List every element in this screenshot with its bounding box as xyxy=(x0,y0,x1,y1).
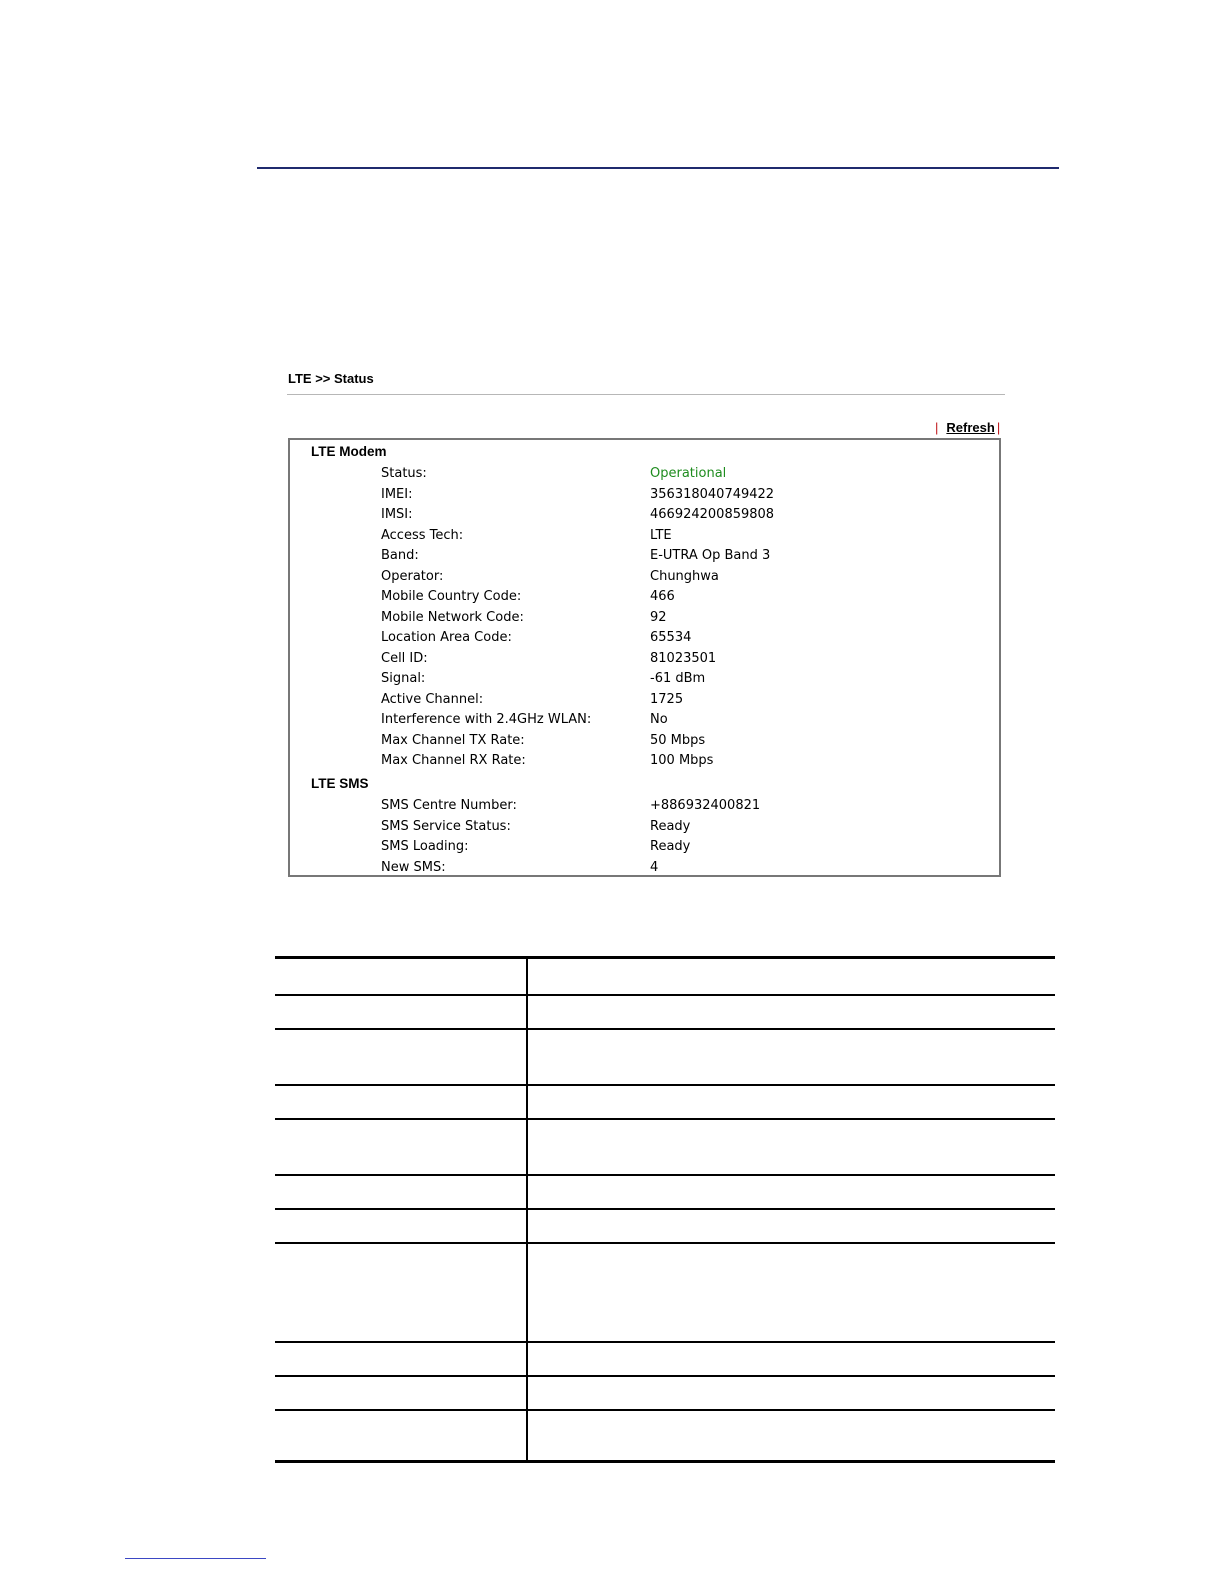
table-cell xyxy=(527,958,1055,995)
row-value: 466 xyxy=(650,589,675,604)
table-row xyxy=(275,995,1055,1029)
table-row xyxy=(275,1175,1055,1209)
table-row xyxy=(275,1085,1055,1119)
table-cell xyxy=(275,1243,527,1342)
row-value: Ready xyxy=(650,839,691,854)
table-cell xyxy=(527,1119,1055,1175)
refresh-separator-left: | xyxy=(935,420,939,435)
row-label: Band: xyxy=(381,548,419,563)
table-cell xyxy=(527,1342,1055,1376)
table-cell xyxy=(527,1410,1055,1462)
table-cell xyxy=(275,1342,527,1376)
row-value: No xyxy=(650,712,668,727)
refresh-separator-right: | xyxy=(996,420,1001,435)
table-cell xyxy=(275,995,527,1029)
table-row xyxy=(275,1243,1055,1342)
table-row xyxy=(275,1209,1055,1243)
header-rule xyxy=(257,167,1059,169)
refresh-link[interactable]: Refresh xyxy=(946,420,995,435)
table-cell xyxy=(527,1376,1055,1410)
breadcrumb-divider xyxy=(287,394,1005,395)
table-cell xyxy=(275,1376,527,1410)
row-mobile-country-code xyxy=(290,589,999,609)
section-title-lte-modem: LTE Modem xyxy=(311,444,387,459)
row-label: IMEI: xyxy=(381,486,413,502)
row-value: 1725 xyxy=(650,691,684,707)
row-value: 50 Mbps xyxy=(650,732,706,748)
table-cell xyxy=(275,1209,527,1243)
table-cell xyxy=(527,995,1055,1029)
row-sms-loading xyxy=(290,839,999,859)
row-label: Cell ID: xyxy=(381,650,428,666)
row-value: 65534 xyxy=(650,630,692,645)
row-value: 4 xyxy=(650,859,659,875)
footnote-rule xyxy=(125,1558,266,1559)
row-operator xyxy=(290,569,999,589)
row-label: IMSI: xyxy=(381,507,413,522)
breadcrumb: LTE >> Status xyxy=(288,371,374,386)
row-active-channel xyxy=(290,692,999,712)
row-cell-id xyxy=(290,651,999,671)
row-value: Chunghwa xyxy=(650,568,719,584)
row-label: Location Area Code: xyxy=(381,630,512,645)
row-interference xyxy=(290,712,999,732)
table-row xyxy=(275,1376,1055,1410)
row-value: 92 xyxy=(650,609,667,625)
row-status xyxy=(290,466,999,486)
lte-status-panel xyxy=(288,438,1001,877)
table-cell xyxy=(527,1029,1055,1085)
row-location-area-code xyxy=(290,630,999,650)
table-row xyxy=(275,1029,1055,1085)
table-cell xyxy=(527,1209,1055,1243)
row-signal xyxy=(290,671,999,691)
row-label: New SMS: xyxy=(381,859,446,875)
row-imei xyxy=(290,487,999,507)
row-mobile-network-code xyxy=(290,610,999,630)
row-label: SMS Service Status: xyxy=(381,818,511,834)
row-label: Max Channel TX Rate: xyxy=(381,732,525,748)
table-cell xyxy=(275,1085,527,1119)
row-value: E-UTRA Op Band 3 xyxy=(650,548,771,563)
table-cell xyxy=(275,1410,527,1462)
row-value: 100 Mbps xyxy=(650,753,714,768)
row-label: Status: xyxy=(381,466,427,481)
row-value: 466924200859808 xyxy=(650,507,775,522)
table-row xyxy=(275,1119,1055,1175)
table-row xyxy=(275,958,1055,995)
row-max-rx-rate xyxy=(290,753,999,773)
row-label: Access Tech: xyxy=(381,527,464,543)
section-title-lte-sms: LTE SMS xyxy=(311,776,369,791)
row-label: SMS Centre Number: xyxy=(381,798,517,813)
row-band xyxy=(290,548,999,568)
table-row xyxy=(275,1342,1055,1376)
row-label: Mobile Country Code: xyxy=(381,589,522,604)
row-imsi xyxy=(290,507,999,527)
row-access-tech xyxy=(290,528,999,548)
row-label: Interference with 2.4GHz WLAN: xyxy=(381,712,592,727)
row-value: 356318040749422 xyxy=(650,486,775,502)
table-cell xyxy=(527,1085,1055,1119)
table-cell xyxy=(275,1119,527,1175)
description-table xyxy=(275,956,1055,1463)
refresh-bar xyxy=(935,420,1000,435)
status-value: Operational xyxy=(650,466,727,481)
row-sms-service-status xyxy=(290,819,999,839)
row-label: Signal: xyxy=(381,671,426,686)
row-label: Mobile Network Code: xyxy=(381,609,524,625)
row-value: +886932400821 xyxy=(650,798,761,813)
row-value: 81023501 xyxy=(650,650,717,666)
row-max-tx-rate xyxy=(290,733,999,753)
row-new-sms xyxy=(290,860,999,880)
table-cell xyxy=(275,1175,527,1209)
row-sms-centre-number xyxy=(290,798,999,818)
table-row xyxy=(275,1410,1055,1462)
table-cell xyxy=(275,1029,527,1085)
row-value: LTE xyxy=(650,527,672,543)
row-value: -61 dBm xyxy=(650,671,706,686)
row-value: Ready xyxy=(650,818,691,834)
row-label: SMS Loading: xyxy=(381,839,469,854)
row-label: Max Channel RX Rate: xyxy=(381,753,526,768)
table-cell xyxy=(275,958,527,995)
row-label: Operator: xyxy=(381,568,444,584)
table-cell xyxy=(527,1175,1055,1209)
table-cell xyxy=(527,1243,1055,1342)
row-label: Active Channel: xyxy=(381,691,484,707)
